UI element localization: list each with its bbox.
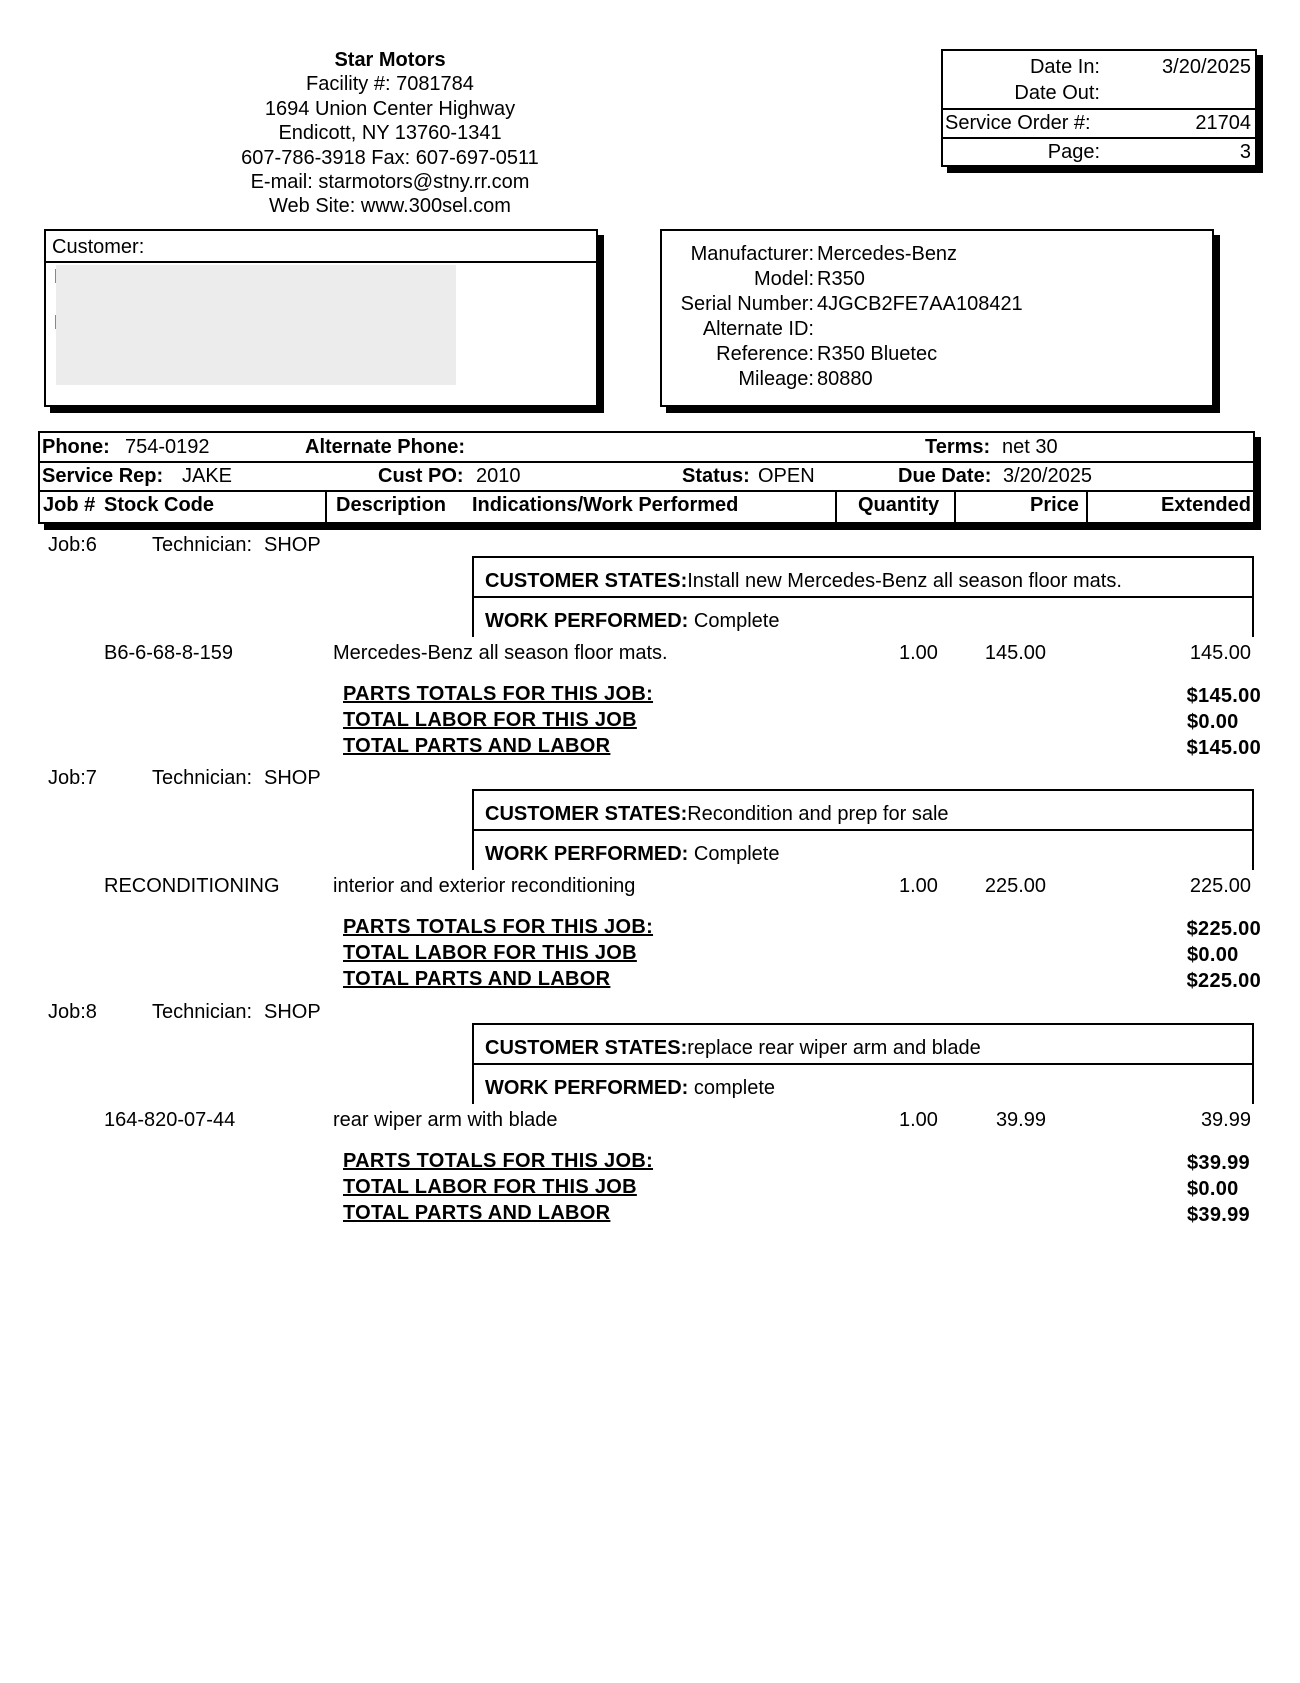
work-performed-line — [485, 610, 780, 633]
cust-po-value: 2010 — [476, 465, 521, 487]
item-quantity: 1.00 — [899, 642, 938, 664]
page-row — [943, 138, 1255, 166]
reference-value: R350 Bluetec — [817, 343, 938, 365]
item-extended: 39.99 — [1200, 1109, 1251, 1131]
job-number: Job:6 — [48, 534, 97, 556]
work-performed-text: Complete — [693, 843, 780, 865]
customer-redacted-area — [56, 265, 456, 385]
customer-box — [44, 229, 598, 407]
serial-label: Serial Number: — [680, 293, 814, 315]
parts-labor-label: TOTAL PARTS AND LABOR — [343, 968, 611, 990]
technician-value: SHOP — [264, 1001, 321, 1023]
labor-totals-value: $0.00 — [1187, 711, 1239, 733]
serial-row — [662, 293, 1212, 318]
parts-labor-label: TOTAL PARTS AND LABOR — [343, 1202, 611, 1224]
shop-facility: Facility #: 7081784 — [306, 73, 474, 96]
work-performed-label: WORK PERFORMED: — [485, 843, 689, 865]
customer-states-text: Install new Mercedes-Benz all season floor mats. — [687, 570, 1122, 592]
customer-states-line — [485, 803, 949, 826]
technician-label: Technician: — [152, 1001, 253, 1023]
date-in-row — [943, 53, 1255, 81]
job-notes-box — [472, 1023, 1254, 1104]
stock-code: RECONDITIONING — [104, 875, 280, 897]
col-divider — [1086, 491, 1088, 522]
customer-states-line — [485, 1037, 981, 1060]
reference-label: Reference: — [716, 343, 814, 365]
labor-totals-label: TOTAL LABOR FOR THIS JOB — [343, 1176, 637, 1198]
parts-totals-label: PARTS TOTALS FOR THIS JOB: — [343, 916, 654, 938]
job-number: Job:7 — [48, 767, 97, 789]
item-description: rear wiper arm with blade — [333, 1109, 558, 1131]
shop-website: Web Site: www.300sel.com — [269, 195, 511, 218]
date-out-label: Date Out: — [1014, 82, 1100, 104]
phone-value: 754-0192 — [125, 436, 210, 458]
customer-states-label: CUSTOMER STATES: — [485, 803, 688, 825]
page-label: Page: — [1047, 141, 1100, 163]
order-info-table — [38, 431, 1255, 524]
col-description: Description — [336, 494, 447, 516]
shop-phone-fax: 607-786-3918 Fax: 607-697-0511 — [241, 146, 539, 169]
work-performed-text: Complete — [693, 610, 780, 632]
col-indications: Indications/Work Performed — [472, 494, 739, 516]
customer-states-label: CUSTOMER STATES: — [485, 570, 688, 592]
item-price: 39.99 — [995, 1109, 1046, 1131]
work-performed-label: WORK PERFORMED: — [485, 1077, 689, 1099]
shop-email: E-mail: starmotors@stny.rr.com — [250, 171, 530, 194]
redacted-line-mark — [55, 315, 56, 329]
work-performed-line — [485, 843, 780, 866]
technician-value: SHOP — [264, 534, 321, 556]
customer-divider — [46, 261, 596, 263]
col-job-number: Job # — [43, 494, 96, 516]
terms-value: net 30 — [1002, 436, 1058, 458]
shop-header — [190, 48, 590, 219]
parts-totals-value: $225.00 — [1186, 918, 1261, 940]
manufacturer-row — [662, 243, 1212, 268]
parts-labor-value: $39.99 — [1187, 1204, 1250, 1226]
page-value: 3 — [1239, 141, 1251, 163]
parts-totals-label: PARTS TOTALS FOR THIS JOB: — [343, 683, 654, 705]
notes-divider — [474, 829, 1252, 831]
item-price: 145.00 — [984, 642, 1046, 664]
service-order-value: 21704 — [1195, 112, 1251, 134]
mileage-label: Mileage: — [738, 368, 814, 390]
cust-po-label: Cust PO: — [378, 465, 464, 487]
technician-label: Technician: — [152, 767, 253, 789]
date-in-label: Date In: — [1029, 56, 1100, 78]
notes-divider — [474, 1063, 1252, 1065]
labor-totals-value: $0.00 — [1187, 944, 1239, 966]
technician-value: SHOP — [264, 767, 321, 789]
col-stock-code: Stock Code — [104, 494, 215, 516]
parts-labor-label: TOTAL PARTS AND LABOR — [343, 735, 611, 757]
due-date-value: 3/20/2025 — [1003, 465, 1092, 487]
mileage-row — [662, 368, 1212, 393]
model-label: Model: — [753, 268, 814, 290]
order-info-box — [941, 49, 1257, 167]
col-price: Price — [1030, 494, 1079, 516]
col-divider — [835, 491, 837, 522]
manufacturer-value: Mercedes-Benz — [817, 243, 958, 265]
customer-states-text: Recondition and prep for sale — [687, 803, 949, 825]
labor-totals-value: $0.00 — [1187, 1178, 1239, 1200]
redacted-line-mark — [55, 269, 56, 283]
technician-label: Technician: — [152, 534, 253, 556]
job-notes-box — [472, 556, 1254, 637]
item-quantity: 1.00 — [899, 875, 938, 897]
col-divider — [954, 491, 956, 522]
stock-code: B6-6-68-8-159 — [104, 642, 233, 664]
service-order-label: Service Order #: — [945, 112, 1091, 134]
stock-code: 164-820-07-44 — [104, 1109, 236, 1131]
model-row — [662, 268, 1212, 293]
work-performed-line — [485, 1077, 775, 1100]
date-in-value: 3/20/2025 — [1162, 56, 1251, 78]
col-quantity: Quantity — [858, 494, 940, 516]
item-extended: 145.00 — [1189, 642, 1251, 664]
info-divider — [40, 461, 1253, 463]
item-price: 225.00 — [984, 875, 1046, 897]
item-extended: 225.00 — [1189, 875, 1251, 897]
alternate-phone-label: Alternate Phone: — [305, 436, 466, 458]
parts-totals-value: $39.99 — [1187, 1152, 1250, 1174]
customer-label: Customer: — [52, 236, 145, 258]
shop-name: Star Motors — [334, 49, 446, 71]
labor-totals-label: TOTAL LABOR FOR THIS JOB — [343, 709, 637, 731]
customer-states-text: replace rear wiper arm and blade — [687, 1037, 981, 1059]
shop-address-line2: Endicott, NY 13760-1341 — [278, 122, 502, 145]
date-out-row — [943, 79, 1255, 107]
customer-states-line — [485, 570, 1122, 593]
serial-value: 4JGCB2FE7AA108421 — [817, 293, 1023, 315]
parts-totals-label: PARTS TOTALS FOR THIS JOB: — [343, 1150, 654, 1172]
notes-divider — [474, 596, 1252, 598]
status-label: Status: — [682, 465, 750, 487]
parts-labor-value: $225.00 — [1186, 970, 1261, 992]
model-value: R350 — [817, 268, 865, 290]
due-date-label: Due Date: — [898, 465, 992, 487]
reference-row — [662, 343, 1212, 368]
terms-label: Terms: — [925, 436, 991, 458]
work-performed-label: WORK PERFORMED: — [485, 610, 689, 632]
item-quantity: 1.00 — [899, 1109, 938, 1131]
col-divider — [325, 491, 327, 522]
labor-totals-label: TOTAL LABOR FOR THIS JOB — [343, 942, 637, 964]
customer-states-label: CUSTOMER STATES: — [485, 1037, 688, 1059]
status-value: OPEN — [758, 465, 815, 487]
shop-address-line1: 1694 Union Center Highway — [264, 97, 516, 120]
parts-labor-value: $145.00 — [1186, 737, 1261, 759]
manufacturer-label: Manufacturer: — [690, 243, 814, 265]
alternate-id-row — [662, 318, 1212, 343]
col-extended: Extended — [1160, 494, 1251, 516]
service-rep-label: Service Rep: — [42, 465, 164, 487]
vehicle-box — [660, 229, 1214, 407]
parts-totals-value: $145.00 — [1186, 685, 1261, 707]
job-number: Job:8 — [48, 1001, 97, 1023]
alternate-id-label: Alternate ID: — [702, 318, 814, 340]
job-notes-box — [472, 789, 1254, 870]
service-order-row — [943, 109, 1255, 137]
work-performed-text: complete — [693, 1077, 776, 1099]
item-description: interior and exterior reconditioning — [333, 875, 636, 897]
service-rep-value: JAKE — [182, 465, 233, 487]
mileage-value: 80880 — [817, 368, 873, 390]
info-divider-2 — [40, 490, 1253, 492]
phone-label: Phone: — [42, 436, 110, 458]
item-description: Mercedes-Benz all season floor mats. — [333, 642, 668, 664]
